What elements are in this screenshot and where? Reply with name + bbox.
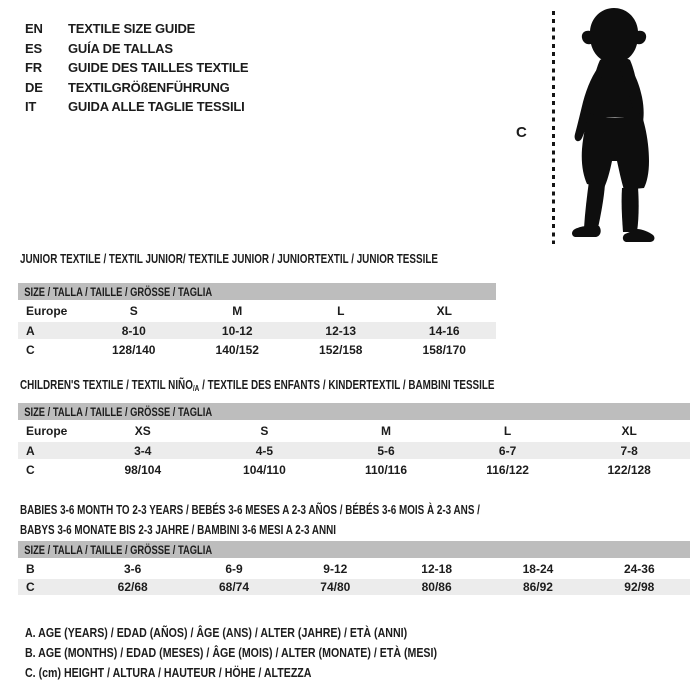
language-code: EN [25, 21, 43, 36]
value-cell: 5-6 [377, 443, 395, 458]
babies-title-line: BABIES 3-6 MONTH TO 2-3 YEARS / BEBÉS 3-6 MESES A 2-3 AÑOS / BÉBÉS 3-6 MOIS À 2-3 ANS / [20, 502, 480, 517]
language-code: DE [25, 79, 43, 95]
value-cell: 62/68 [117, 580, 148, 594]
value-cell: 80/86 [421, 580, 452, 594]
language-row [25, 39, 248, 59]
language-label: TEXTILE SIZE GUIDE [68, 21, 196, 36]
value-cell: 122/128 [607, 463, 651, 477]
row-label: C [26, 580, 35, 594]
value-cell: 8-10 [121, 323, 146, 338]
language-label: GUIDE DES TAILLES TEXTILE [68, 60, 249, 76]
language-row [25, 19, 248, 39]
height-dashed-line [552, 11, 555, 244]
size-cell: S [129, 304, 138, 318]
size-cell: L [503, 424, 512, 438]
table-row-height [18, 579, 690, 595]
value-cell: 12-18 [421, 561, 452, 576]
size-cell: XS [134, 424, 151, 438]
language-label: GUIDA ALLE TAGLIE TESSILI [68, 99, 245, 115]
value-cell: 4-5 [255, 443, 274, 458]
table-row-europe [18, 300, 496, 322]
language-row [25, 78, 248, 98]
children-title-part: / TEXTILE DES ENFANTS / KINDERTEXTIL / BAMBINI TESSILE [199, 377, 495, 392]
value-cell: 10-12 [221, 323, 253, 338]
value-cell: 104/110 [243, 463, 286, 477]
children-section-title [20, 378, 495, 395]
table-row-height [18, 459, 690, 481]
size-header-band [18, 403, 690, 420]
size-header-label: SIZE / TALLA / TAILLE / GRÖSSE / TAGLIA [24, 404, 213, 419]
value-cell: 9-12 [323, 561, 348, 576]
footnote-a: A. AGE (YEARS) / EDAD (AÑOS) / ÂGE (ANS) / ALTER (JAHRE) / ETÀ (ANNI) [25, 626, 408, 640]
row-label: C [26, 343, 35, 357]
value-cell: 18-24 [522, 561, 554, 576]
language-code: FR [25, 60, 42, 76]
babies-section-title [20, 500, 480, 540]
language-label: TEXTILGRÖßENFÜHRUNG [68, 79, 230, 95]
table-row-months [18, 558, 690, 579]
size-cell: S [260, 424, 269, 438]
value-cell: 128/140 [112, 343, 156, 357]
table-row-age [18, 322, 496, 339]
footnote-b: B. AGE (MONTHS) / EDAD (MESES) / ÂGE (MOIS) / ALTER (MONATE) / ETÀ (MESI) [25, 646, 438, 660]
row-label: Europe [26, 424, 68, 438]
size-cell: M [380, 424, 391, 438]
value-cell: 68/74 [218, 580, 249, 594]
language-code: ES [25, 40, 42, 56]
value-cell: 3-6 [123, 561, 142, 576]
row-label: C [26, 463, 35, 477]
row-label: Europe [26, 304, 68, 318]
language-row [25, 58, 248, 78]
language-label: GUÍA DE TALLAS [68, 40, 173, 56]
babies-size-table [18, 541, 690, 595]
children-size-table [18, 403, 690, 481]
babies-title-line: BABYS 3-6 MONATE BIS 2-3 JAHRE / BAMBINI 3-6 MESI A 2-3 ANNI [20, 522, 337, 537]
value-cell: 86/92 [522, 580, 553, 594]
value-cell: 140/152 [215, 343, 259, 357]
value-cell: 98/104 [124, 463, 162, 477]
table-row-age [18, 442, 690, 459]
row-label: B [26, 561, 35, 576]
row-label: A [26, 323, 35, 338]
size-cell: XL [436, 304, 452, 318]
toddler-silhouette-icon [557, 5, 675, 245]
table-row-europe [18, 420, 690, 442]
size-header-band [18, 541, 690, 558]
value-cell: 74/80 [320, 580, 351, 594]
children-title-part: CHILDREN'S TEXTILE / TEXTIL NIÑO [20, 377, 193, 392]
value-cell: 158/170 [422, 343, 466, 357]
junior-section-title: JUNIOR TEXTILE / TEXTIL JUNIOR/ TEXTILE JUNIOR / JUNIORTEXTIL / JUNIOR TESSILE [20, 251, 438, 266]
footnotes [25, 623, 437, 683]
language-list [25, 19, 248, 117]
table-row-height [18, 339, 496, 361]
value-cell: 110/116 [364, 463, 408, 477]
size-header-label: SIZE / TALLA / TAILLE / GRÖSSE / TAGLIA [24, 284, 213, 299]
value-cell: 12-13 [325, 323, 357, 338]
junior-size-table [18, 283, 496, 361]
language-row [25, 97, 248, 117]
language-code: IT [25, 99, 37, 115]
value-cell: 3-4 [134, 443, 152, 458]
value-cell: 6-7 [498, 443, 517, 458]
size-cell: XL [621, 424, 637, 438]
value-cell: 92/98 [624, 580, 655, 594]
size-cell: L [337, 304, 345, 318]
value-cell: 24-36 [623, 561, 655, 576]
row-label: A [26, 443, 35, 458]
value-cell: 14-16 [428, 323, 460, 338]
value-cell: 7-8 [620, 443, 638, 458]
value-cell: 116/122 [486, 463, 529, 477]
size-cell: M [232, 304, 243, 318]
children-title-subscript: /A [192, 383, 200, 393]
height-measure-label: C [516, 124, 527, 141]
value-cell: 152/158 [319, 343, 363, 357]
size-header-band [18, 283, 496, 300]
footnote-c: C. (cm) HEIGHT / ALTURA / HAUTEUR / HÖHE / ALTEZZA [25, 666, 312, 680]
size-header-label: SIZE / TALLA / TAILLE / GRÖSSE / TAGLIA [24, 542, 213, 557]
value-cell: 6-9 [225, 561, 243, 576]
